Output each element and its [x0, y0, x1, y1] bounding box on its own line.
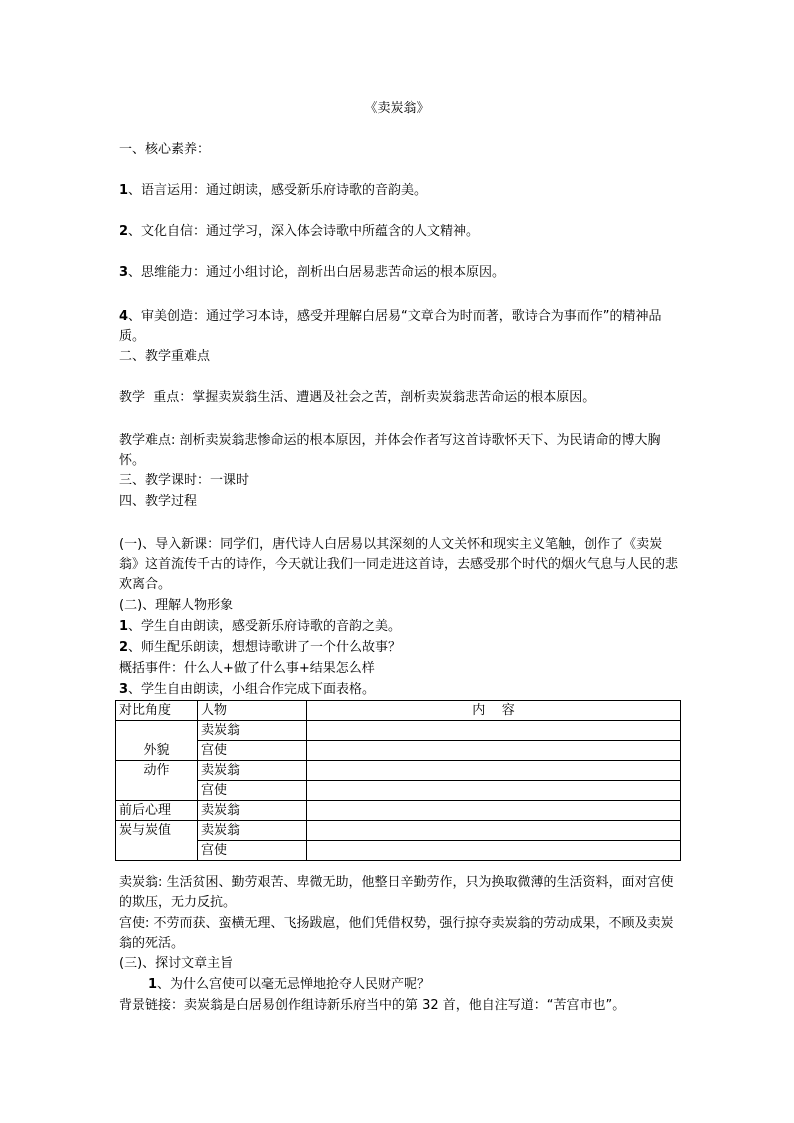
table-header-row [116, 701, 681, 721]
header-cell: 内 容 [307, 701, 681, 721]
table-row [116, 721, 681, 741]
content-cell[interactable] [307, 741, 681, 761]
step-text: 、学生自由朗读，感受新乐府诗歌的音韵之美。 [128, 619, 402, 634]
table-row [116, 741, 681, 761]
item-number: 2 [119, 224, 129, 239]
header-cell: 人物 [198, 701, 307, 721]
part-heading-theme: (三)、探讨文章主旨 [119, 956, 234, 971]
question-1 [148, 977, 430, 993]
step-text: 、师生配乐朗读，想想诗歌讲了一个什么故事？ [128, 640, 402, 655]
item-text: 、审美创造：通过学习本诗，感受并理解白居易“文章合为时而著，歌诗合为事而作”的精神品质。 [119, 309, 662, 344]
question-number: 1 [148, 977, 158, 992]
table-row [116, 841, 681, 861]
person-cell: 宫使 [198, 781, 307, 801]
item-text: 、文化自信：通过学习，深入体会诗歌中所蕴含的人文精神。 [128, 224, 480, 239]
document-title: 《卖炭翁》 [364, 101, 430, 116]
step-2 [119, 640, 401, 656]
item-number: 1 [119, 183, 129, 198]
background-link: 背景链接：卖炭翁是白居易创作组诗新乐府当中的第 32 首，他自注写道：“苦宫市也”。 [119, 998, 626, 1013]
item-text: 、语言运用：通过朗读，感受新乐府诗歌的音韵美。 [128, 183, 428, 198]
person-cell: 卖炭翁 [198, 721, 307, 741]
person-cell: 宫使 [198, 841, 307, 861]
step-3 [119, 682, 375, 698]
content-cell[interactable] [307, 841, 681, 861]
content-cell[interactable] [307, 821, 681, 841]
step-number: 3 [119, 682, 129, 697]
person-cell: 卖炭翁 [198, 821, 307, 841]
literacy-item-4 [119, 307, 679, 347]
content-cell[interactable] [307, 761, 681, 781]
group-cell-charcoal-value: 炭与炭值 [116, 821, 198, 861]
part-heading-characters: (二)、理解人物形象 [119, 598, 234, 613]
group-cell-action: 动作 [116, 761, 198, 801]
intro-paragraph: (一)、导入新课：同学们，唐代诗人白居易以其深刻的人文关怀和现实主义笔触，创作了《卖炭翁》这首流传千古的诗作，今天就让我们一同走进这首诗，去感受那个时代的烟火气息与人民的悲欢离合。 [119, 537, 679, 592]
header-cell: 对比角度 [116, 701, 198, 721]
group-cell-appearance: 外貌 [116, 721, 198, 761]
table-row [116, 781, 681, 801]
table-row [116, 821, 681, 841]
step-number: 1 [119, 619, 129, 634]
question-text: 、为什么宫使可以毫无忌惮地抢夺人民财产呢？ [157, 977, 431, 992]
item-number: 4 [119, 309, 129, 324]
step-1 [119, 619, 401, 635]
content-cell[interactable] [307, 781, 681, 801]
section-heading-core-literacy: 一、核心素养： [119, 142, 211, 157]
group-cell-psychology: 前后心理 [116, 801, 198, 821]
teaching-key-point: 教学 重点：掌握卖炭翁生活、遭遇及社会之苦，剖析卖炭翁悲苦命运的根本原因。 [119, 390, 596, 405]
person-cell: 宫使 [198, 741, 307, 761]
table-row [116, 761, 681, 781]
comparison-table [115, 700, 681, 861]
person-cell: 卖炭翁 [198, 801, 307, 821]
section-heading-key-points: 二、教学重难点 [119, 349, 211, 364]
teaching-difficult-point: 教学难点: 剖析卖炭翁悲惨命运的根本原因，并体会作者写这首诗歌怀天下、为民请命的博大胸怀。 [119, 433, 661, 468]
content-cell[interactable] [307, 721, 681, 741]
section-heading-class-hours: 三、教学课时：一课时 [119, 473, 250, 488]
section-heading-teaching-process: 四、教学过程 [119, 494, 198, 509]
content-cell[interactable] [307, 801, 681, 821]
step-number: 2 [119, 640, 129, 655]
step-text: 、学生自由朗读，小组合作完成下面表格。 [128, 682, 376, 697]
person-cell: 卖炭翁 [198, 761, 307, 781]
literacy-item-1 [119, 183, 427, 199]
item-number: 3 [119, 265, 129, 280]
envoy-summary: 宫使: 不劳而获、蛮横无理、飞扬跋扈，他们凭借权势，强行掠夺卖炭翁的劳动成果，不顾及卖炭翁的死活。 [119, 916, 674, 951]
literacy-item-2 [119, 224, 479, 240]
old-man-summary: 卖炭翁: 生活贫困、勤劳艰苦、卑微无助，他整日辛勤劳作，只为换取微薄的生活资料，面对宫使的欺压，无力反抗。 [119, 875, 674, 910]
literacy-item-3 [119, 265, 505, 281]
item-text: 、思维能力：通过小组讨论，剖析出白居易悲苦命运的根本原因。 [128, 265, 506, 280]
event-summary-formula: 概括事件：什么人+做了什么事+结果怎么样 [119, 661, 375, 676]
table-row [116, 801, 681, 821]
